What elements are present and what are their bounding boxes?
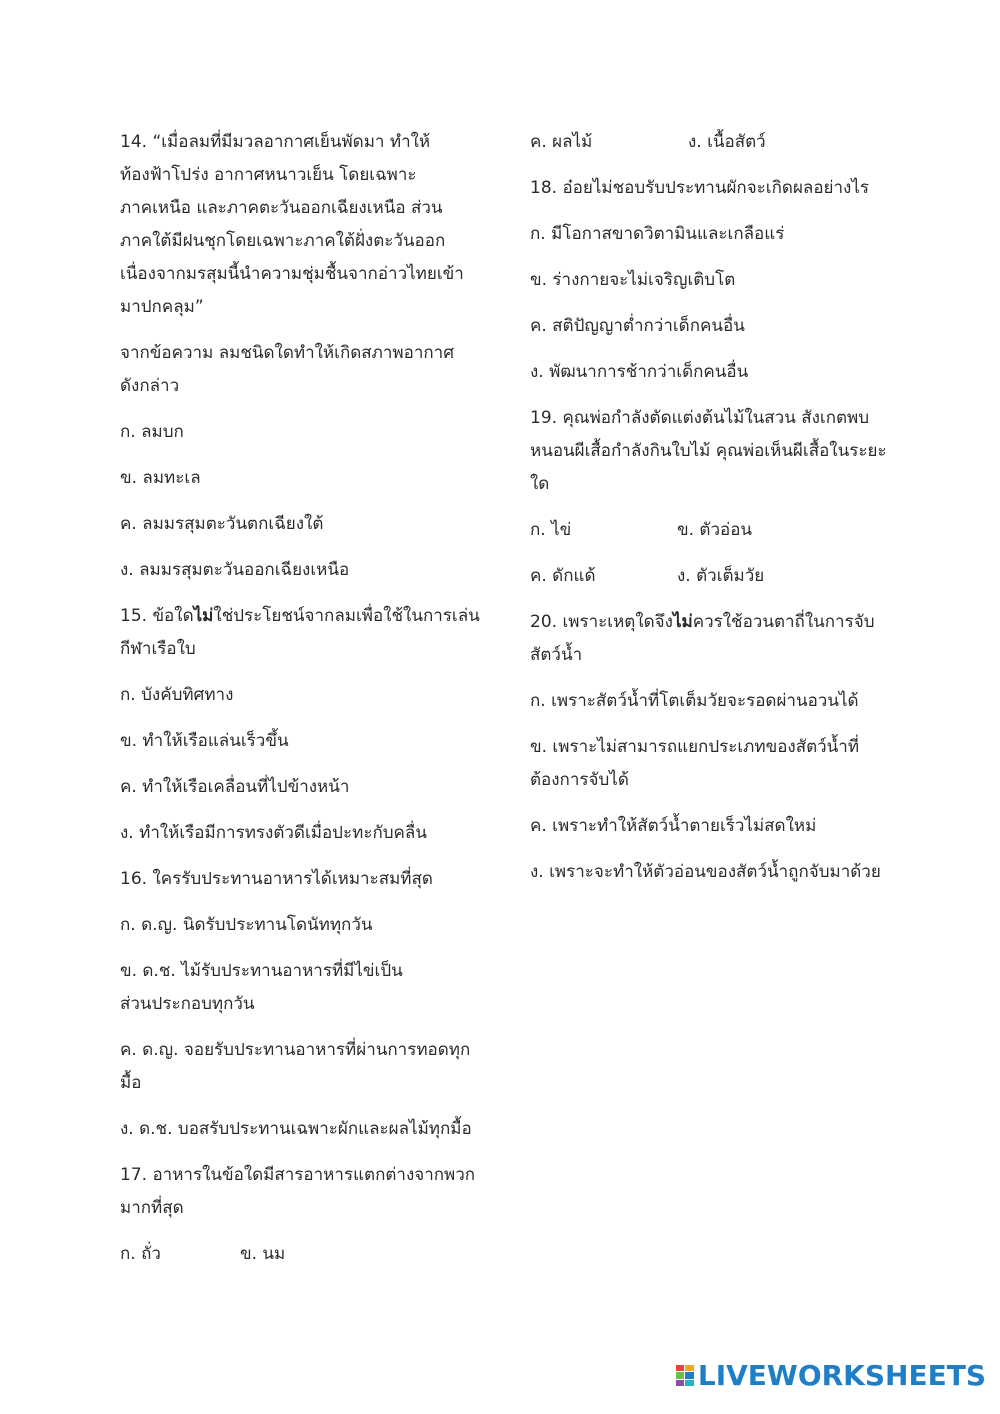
q16-choice-b[interactable]: ข. ด.ช. ไม้รับประทานอาหารที่มีไข่เป็น ส่วนประกอบทุกวัน xyxy=(120,961,403,1014)
q17-choice-b[interactable]: ข. นม xyxy=(240,1244,286,1264)
q18-choice-b[interactable]: ข. ร่างกายจะไม่เจริญเติบโต xyxy=(530,270,736,290)
q19-choice-a[interactable]: ก. ไข่ xyxy=(530,520,572,540)
liveworksheets-logo xyxy=(676,1359,986,1392)
question-14-text: 14. “เมื่อลมที่มีมวลอากาศเย็นพัดมา ทำให้ ท้องฟ้าโปร่ง อากาศหนาวเย็น โดยเฉพาะ ภาคเหนือ และภาคตะวันออกเฉียงเหนือ ส่วน ภาคใต้มีฝนชุกโดยเฉพาะภาคใต้ฝั่งตะวันออก เนื่องจากมรสุมนี้นำความชุ่มชื้นจากอ่าวไทยเข้า มาปกคลุม” xyxy=(120,132,464,317)
q19-choices-row-1 xyxy=(530,514,890,547)
q14-choice-c[interactable]: ค. ลมมรสุมตะวันตกเฉียงใต้ xyxy=(120,514,324,534)
q16-choice-c[interactable]: ค. ด.ญ. จอยรับประทานอาหารที่ผ่านการทอดทุก มื้อ xyxy=(120,1040,471,1093)
q20-choice-a[interactable]: ก. เพราะสัตว์น้ำที่โตเต็มวัยจะรอดผ่านอวนได้ xyxy=(530,691,859,711)
q15-choice-a[interactable]: ก. บังคับทิศทาง xyxy=(120,685,234,705)
question-15-text: 15. ข้อใดไม่ใช่ประโยชน์จากลมเพื่อใช้ในการเล่น กีฬาเรือใบ xyxy=(120,606,480,659)
q18-choice-d[interactable]: ง. พัฒนาการช้ากว่าเด็กคนอื่น xyxy=(530,362,749,382)
q18-choice-c[interactable]: ค. สติปัญญาต่ำกว่าเด็กคนอื่น xyxy=(530,316,745,336)
right-column xyxy=(530,126,890,902)
emphasis-not: ไม่ xyxy=(193,606,214,626)
q16-choice-d[interactable]: ง. ด.ช. บอสรับประทานเฉพาะผักและผลไม้ทุกมื้อ xyxy=(120,1119,472,1139)
logo-wordmark: LIVEWORKSHEETS xyxy=(697,1359,986,1392)
q15-choice-b[interactable]: ข. ทำให้เรือแล่นเร็วขึ้น xyxy=(120,731,289,751)
q20-choice-b[interactable]: ข. เพราะไม่สามารถแยกประเภทของสัตว์น้ำที่ ต้องการจับได้ xyxy=(530,737,860,790)
q18-choice-a[interactable]: ก. มีโอกาสขาดวิตามินและเกลือแร่ xyxy=(530,224,785,244)
q14-choice-a[interactable]: ก. ลมบก xyxy=(120,422,184,442)
q14-choice-d[interactable]: ง. ลมมรสุมตะวันออกเฉียงเหนือ xyxy=(120,560,350,580)
q19-choice-b[interactable]: ข. ตัวอ่อน xyxy=(677,520,753,540)
q17-choice-c[interactable]: ค. ผลไม้ xyxy=(530,132,593,152)
q16-choice-a[interactable]: ก. ด.ญ. นิดรับประทานโดนัททุกวัน xyxy=(120,915,373,935)
q20-choice-d[interactable]: ง. เพราะจะทำให้ตัวอ่อนของสัตว์น้ำถูกจับมาด้วย xyxy=(530,862,881,882)
q17-choices-row-1 xyxy=(120,1238,480,1271)
q17-choice-d[interactable]: ง. เนื้อสัตว์ xyxy=(688,132,766,152)
question-16-text: 16. ใครรับประทานอาหารได้เหมาะสมที่สุด xyxy=(120,869,433,889)
question-17-text: 17. อาหารในข้อใดมีสารอาหารแตกต่างจากพวก มากที่สุด xyxy=(120,1165,476,1218)
q14-choice-b[interactable]: ข. ลมทะเล xyxy=(120,468,201,488)
q15-choice-d[interactable]: ง. ทำให้เรือมีการทรงตัวดีเมื่อปะทะกับคลื่น xyxy=(120,823,427,843)
q20-choice-c[interactable]: ค. เพราะทำให้สัตว์น้ำตายเร็วไม่สดใหม่ xyxy=(530,816,817,836)
q19-choice-d[interactable]: ง. ตัวเต็มวัย xyxy=(677,566,765,586)
q17-choices-row-2 xyxy=(530,126,890,159)
q15-choice-c[interactable]: ค. ทำให้เรือเคลื่อนที่ไปข้างหน้า xyxy=(120,777,350,797)
question-14-prompt: จากข้อความ ลมชนิดใดทำให้เกิดสภาพอากาศ ดังกล่าว xyxy=(120,343,454,396)
question-19-text: 19. คุณพ่อกำลังตัดแต่งต้นไม้ในสวน สังเกตพบ หนอนผีเสื้อกำลังกินใบไม้ คุณพ่อเห็นผีเสื้อในระยะ ใด xyxy=(530,408,887,494)
left-column xyxy=(120,126,480,1284)
q19-choices-row-2 xyxy=(530,560,890,593)
emphasis-not: ไม่ xyxy=(672,612,693,632)
q17-choice-a[interactable]: ก. ถั่ว xyxy=(120,1244,161,1264)
question-20-text: 20. เพราะเหตุใดจึงไม่ควรใช้อวนตาถี่ในการจับ สัตว์น้ำ xyxy=(530,612,875,665)
q19-choice-c[interactable]: ค. ดักแด้ xyxy=(530,566,596,586)
question-18-text: 18. อ๋อยไม่ชอบรับประทานผักจะเกิดผลอย่างไร xyxy=(530,178,870,198)
logo-mark-icon xyxy=(676,1365,694,1387)
